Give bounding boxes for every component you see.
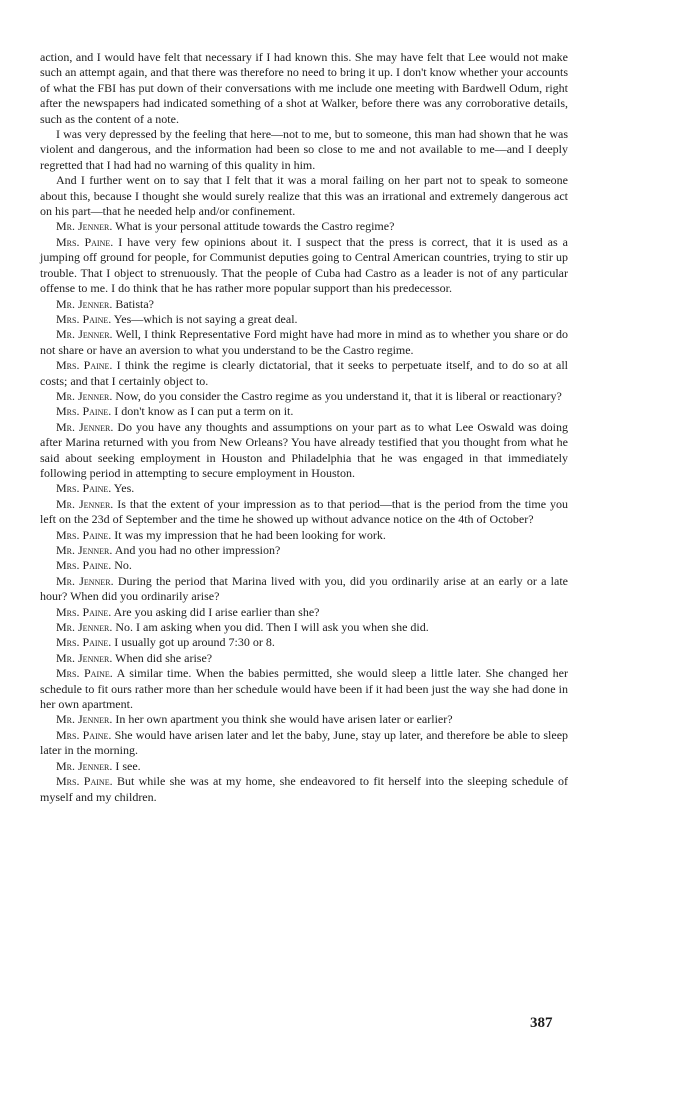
testimony-line: Mr. Jenner. Well, I think Representative Ford might have had more in mind as to whether you share or do not share or have an aversion to what you understand to be the Castro regime.: [40, 327, 568, 357]
testimony-line: Mr. Jenner. No. I am asking when you did. Then I will ask you when she did.: [56, 620, 429, 635]
speaker-label: Mrs. Paine.: [56, 527, 112, 542]
testimony-line: Mrs. Paine. I don't know as I can put a term on it.: [56, 404, 294, 419]
speaker-label: Mrs. Paine.: [56, 727, 112, 742]
speaker-label: Mrs. Paine.: [56, 774, 113, 789]
testimony-line: Mrs. Paine. Are you asking did I arise earlier than she?: [56, 604, 320, 619]
speaker-label: Mr. Jenner.: [56, 543, 113, 557]
testimony-line: Mrs. Paine. A similar time. When the babies permitted, she would sleep a little later. She changed her schedule to fit ours rather more than her schedule would have been if it had been just the way she had done in her own apartment.: [40, 666, 569, 712]
speaker-label: Mr. Jenner.: [56, 712, 113, 727]
speaker-label: Mrs. Paine.: [56, 358, 113, 373]
paragraph: I was very depressed by the feeling that here—not to me, but to someone, this man had shown that he was violent and dangerous, and the information had been so close to me and not available to me—and I deeply regretted that I had had no warning of this quality in him.: [40, 127, 568, 172]
testimony-line: Mr. Jenner. When did she arise?: [56, 650, 213, 665]
testimony-line: Mr. Jenner. In her own apartment you think she would have arisen later or earlier?: [56, 712, 453, 727]
speaker-label: Mrs. Paine.: [56, 558, 112, 573]
testimony-line: Mrs. Paine. No.: [56, 558, 132, 573]
testimony-line: Mr. Jenner. Is that the extent of your impression as to that period—that is the period from the time you left on the 23d of September and the time he showed up without advance notice on the 4th of October?: [40, 496, 569, 527]
document-page: [40, 50, 568, 805]
testimony-line: Mr. Jenner. I see.: [56, 758, 141, 773]
paragraph: action, and I would have felt that necessary if I had known this. She may have felt that Lee would not make such an attempt again, and that there was therefore no need to bring it up. I don't know whether your accounts of what the FBI has put down of their conversations with me include one meeting with Bardwell Odum, right after the newspapers had indicated something of a shot at Walker, before there was any corroborative details, such as the content of a note.: [40, 50, 568, 126]
testimony-line: Mrs. Paine. I think the regime is clearly dictatorial, that it seeks to perpetuate itself, and to do so at all costs; and that I certainly object to.: [40, 358, 569, 388]
testimony-line: Mrs. Paine. It was my impression that he had been looking for work.: [56, 527, 386, 542]
testimony-line: Mr. Jenner. What is your personal attitude towards the Castro regime?: [56, 219, 395, 234]
testimony-line: Mrs. Paine. I have very few opinions about it. I suspect that the press is correct, that it is used as a jumping off ground for people, for Communist deputies going to Central American countries, trying to stir up trouble. That I object to strenuously. That the people of Cuba had Castro as a leader is not of any particular offense to me. I do think that he has rather more popular support than his predecessor.: [40, 234, 569, 296]
testimony-line: Mrs. Paine. Yes—which is not saying a great deal.: [56, 311, 298, 326]
speaker-label: Mr. Jenner.: [56, 573, 114, 588]
testimony-line: Mrs. Paine. Yes.: [56, 481, 135, 496]
speaker-label: Mrs. Paine.: [56, 234, 114, 249]
testimony-line: Mrs. Paine. I usually got up around 7:30 or 8.: [56, 635, 275, 650]
speaker-label: Mrs. Paine.: [56, 604, 112, 619]
testimony-line: Mr. Jenner. During the period that Marina lived with you, did you ordinarily arise at an early or a late hour? When did you ordinarily arise?: [40, 573, 568, 604]
testimony-line: Mrs. Paine. But while she was at my home, she endeavored to fit herself into the sleeping schedule of myself and my children.: [40, 774, 569, 804]
page-number: 387: [530, 1015, 553, 1031]
speaker-label: Mr. Jenner.: [56, 650, 113, 665]
speaker-label: Mrs. Paine.: [56, 635, 112, 650]
testimony-line: Mr. Jenner. Now, do you consider the Castro regime as you understand it, that it is liberal or reactionary?: [56, 388, 562, 403]
paragraph: And I further went on to say that I felt that it was a moral failing on her part not to speak to someone about this, because I thought she would surely realize that this was an irrational and extremely dangerous act on his part—that he needed help and/or confinement.: [40, 173, 568, 219]
testimony-line: Mr. Jenner. And you had no other impression?: [56, 543, 281, 557]
speaker-label: Mr. Jenner.: [56, 296, 113, 311]
testimony-line: Mr. Jenner. Batista?: [56, 296, 154, 311]
speaker-label: Mr. Jenner.: [56, 496, 114, 511]
speaker-label: Mr. Jenner.: [56, 327, 113, 342]
speaker-label: Mrs. Paine.: [56, 404, 112, 419]
testimony-line: Mr. Jenner. Do you have any thoughts and assumptions on your part as to what Lee Oswald was doing after Marina returned with you from New Orleans? You have already testified that you thought from what he said about seeking employment in Houston and Philadelphia that he was engaged in that immediately following period in attempting to secure employment in Houston.: [40, 419, 568, 480]
speaker-label: Mr. Jenner.: [56, 219, 113, 234]
speaker-label: Mr. Jenner.: [56, 620, 113, 635]
testimony-line: Mrs. Paine. She would have arisen later and let the baby, June, stay up later, and therefore be able to sleep later in the morning.: [40, 727, 569, 758]
speaker-label: Mr. Jenner.: [56, 388, 113, 403]
speaker-label: Mrs. Paine.: [56, 311, 112, 326]
speaker-label: Mrs. Paine.: [56, 481, 112, 496]
speaker-label: Mr. Jenner.: [56, 758, 113, 773]
speaker-label: Mrs. Paine.: [56, 666, 113, 681]
speaker-label: Mr. Jenner.: [56, 419, 114, 434]
